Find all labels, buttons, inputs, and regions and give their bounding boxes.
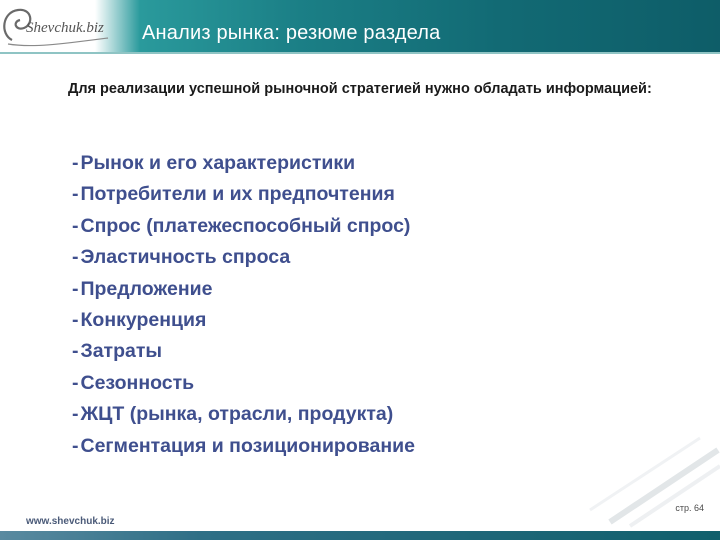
list-item-text: Конкуренция — [80, 308, 207, 331]
list-item — [72, 368, 415, 399]
bullet-list — [72, 148, 415, 462]
list-item-text: Сезонность — [80, 371, 195, 394]
logo-text: Shevchuk.biz — [26, 20, 104, 36]
page-number: стр. 64 — [675, 503, 704, 513]
list-item-text: ЖЦТ (рынка, отрасли, продукта) — [80, 403, 394, 426]
list-item-text: Затраты — [80, 340, 163, 363]
list-item — [72, 211, 415, 242]
list-item-text: Потребители и их предпочтения — [80, 183, 395, 206]
list-item-text: Сегментация и позиционирование — [80, 434, 415, 457]
footer-url: www.shevchuk.biz — [26, 516, 115, 527]
intro-text: Для реализации успешной рыночной стратегией нужно обладать информацией: — [68, 81, 652, 97]
bullet-dash: - — [72, 371, 79, 394]
list-item — [72, 305, 415, 336]
bullet-dash: - — [72, 214, 79, 237]
bullet-dash: - — [72, 403, 79, 426]
bullet-dash: - — [72, 152, 79, 174]
slide-title: Анализ рынка: резюме раздела — [142, 22, 441, 44]
bottom-bar — [0, 531, 720, 540]
logo-swoosh-icon — [8, 38, 108, 46]
bullet-dash: - — [72, 183, 79, 206]
list-item — [72, 274, 415, 305]
list-item-text: Спрос (платежеспособный спрос) — [80, 214, 411, 237]
header-divider — [0, 52, 720, 54]
list-item — [72, 399, 415, 430]
bullet-dash: - — [72, 434, 79, 457]
bullet-dash: - — [72, 246, 79, 269]
bullet-dash: - — [72, 308, 79, 331]
list-item — [72, 148, 415, 179]
list-item-text: Эластичность спроса — [80, 246, 291, 269]
logo — [2, 4, 114, 48]
bullet-dash: - — [72, 340, 79, 363]
list-item — [72, 336, 415, 367]
bullet-dash: - — [72, 277, 79, 300]
list-item-text: Рынок и его характеристики — [80, 152, 356, 174]
pen-decoration-icon — [580, 430, 720, 530]
list-item — [72, 431, 415, 462]
list-item-text: Предложение — [80, 277, 213, 300]
list-item — [72, 242, 415, 273]
list-item — [72, 179, 415, 210]
